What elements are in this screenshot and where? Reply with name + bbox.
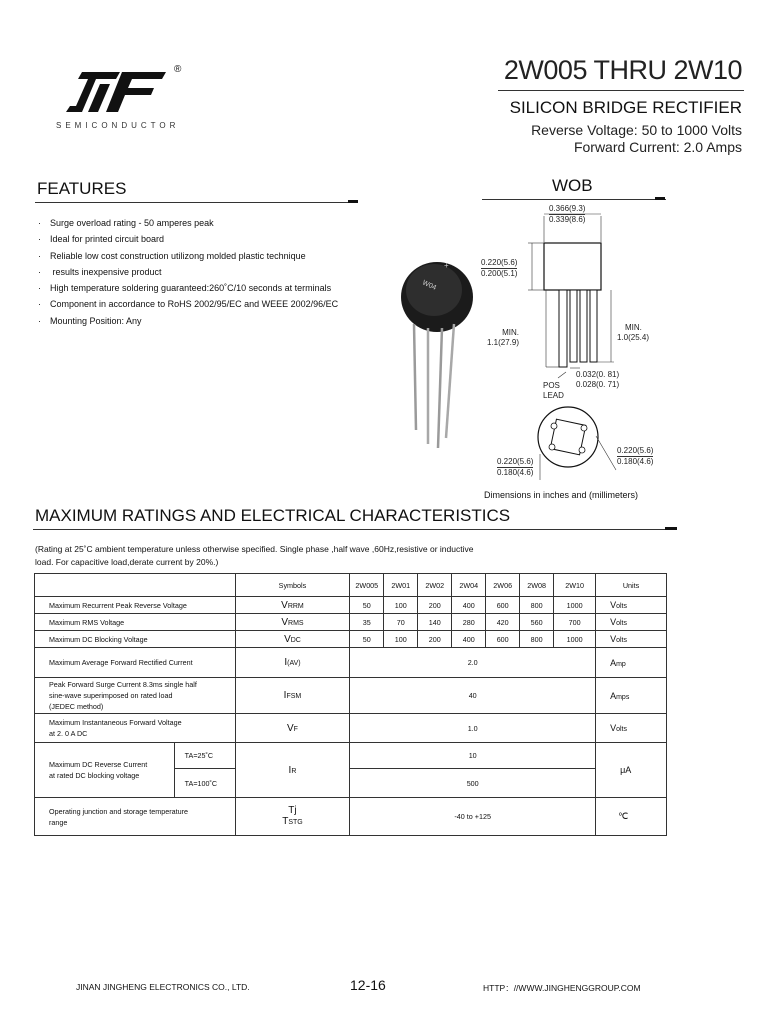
table-cell: 200 [418,631,452,648]
package-heading: WOB [552,176,593,195]
table-cell: 1000 [554,597,596,614]
dim-text: 1.1(27.9) [487,338,520,347]
dim-text: LEAD [543,391,564,400]
dim-min-right [617,323,649,343]
table-cell: 700 [554,614,596,631]
plus-marking-icon: + [444,261,449,270]
dim-text: 0.220(5.6) [497,457,534,466]
row-symbol: Tj TSTG [235,798,350,836]
col-header-part: 2W02 [418,574,452,597]
row-label: Maximum Recurrent Peak Reverse Voltage [35,597,236,614]
feature-item: · Component in accordance to RoHS 2002/95/EC and WEEE 2002/96/EC [38,296,378,312]
table-cell: 40 [350,678,596,714]
col-header-part: 2W06 [486,574,520,597]
company-logo [62,70,172,114]
row-symbol: IFSM [235,678,350,714]
table-cell: 400 [452,631,486,648]
row-symbol: VRMS [235,614,350,631]
table-cell: 100 [384,597,418,614]
table-cell: 800 [520,597,554,614]
dim-text: 0.180(4.6) [497,468,534,477]
table-cell: 200 [418,597,452,614]
feature-item: · Mounting Position: Any [38,313,378,329]
col-header-part: 2W01 [384,574,418,597]
dim-body-width [549,204,585,225]
table-cell: 2.0 [350,648,596,678]
table-cell: 35 [350,614,384,631]
dim-min-left [487,328,519,348]
dim-text: 0.220(5.6) [481,258,518,267]
dimensions-caption: Dimensions in inches and (millimeters) [484,490,639,500]
dim-text: POS [543,381,560,390]
table-cell: 560 [520,614,554,631]
table-cell: 280 [452,614,486,631]
table-cell: 1.0 [350,714,596,743]
page-title: 2W005 THRU 2W10 [503,55,742,85]
dim-text: 0.200(5.1) [481,269,518,278]
pos-lead-label [543,381,564,401]
dim-text: 0.180(4.6) [617,457,654,466]
col-header-part: 2W005 [350,574,384,597]
row-unit: μA [596,743,667,798]
dim-text: 0.032(0. 81) [576,370,620,379]
table-cell: 50 [350,631,384,648]
row-label: Maximum RMS Voltage [35,614,236,631]
features-list [38,215,378,329]
table-row [35,614,667,631]
col-header-part: 2W10 [554,574,596,597]
row-symbol: VDC [235,631,350,648]
table-cell: 140 [418,614,452,631]
forward-current-line: Forward Current: 2.0 Amps [573,139,742,155]
feature-item: · High temperature soldering guaranteed:260˚C/10 seconds at terminals [38,280,378,296]
table-row [35,678,667,714]
logo-text: SEMICONDUCTOR [56,121,180,130]
table-cell: -40 to +125 [350,798,596,836]
footer-company: JINAN JINGHENG ELECTRONICS CO., LTD. [76,982,250,992]
dim-lead-width [576,370,619,390]
condition-cell: TA=100˚C [174,769,235,798]
feature-item: · results inexpensive product [38,264,378,280]
table-row [35,798,667,836]
table-cell: 500 [350,769,596,798]
dim-text: MIN. [625,323,642,332]
row-label: Peak Forward Surge Current 8.3ms single half sine-wave superimposed on rated load (JEDEC method) [35,678,236,714]
row-unit: Volts [596,614,667,631]
reverse-voltage-line: Reverse Voltage: 50 to 1000 Volts [531,122,742,138]
registered-mark: ® [174,64,182,75]
feature-item: · Ideal for printed circuit board [38,231,378,247]
table-row [35,597,667,614]
dim-text: 0.366(9.3) [549,204,586,213]
col-header-part: 2W08 [520,574,554,597]
title-rule [498,90,744,91]
component-photo [392,252,482,452]
body-marking: W04 [421,279,438,292]
dim-bottom-left [497,457,533,478]
table-cell: 400 [452,597,486,614]
row-unit: Volts [596,631,667,648]
logo-mark-icon [62,70,172,114]
note-line: load. For capacitive load,derate current by 20%.) [35,557,219,567]
dim-text: 1.0(25.4) [617,333,650,342]
row-unit: Volts [596,714,667,743]
ratings-rule-end [665,527,677,530]
row-label: Maximum DC Blocking Voltage [35,631,236,648]
ratings-rule [33,529,673,530]
dim-text: 0.028(0. 71) [576,380,620,389]
row-label: Operating junction and storage temperature range [35,798,236,836]
product-subtitle: SILICON BRIDGE RECTIFIER [509,98,742,117]
table-cell: 70 [384,614,418,631]
row-label: Maximum DC Reverse Current at rated DC blocking voltage [35,743,175,798]
table-cell: 600 [486,597,520,614]
table-cell: 600 [486,631,520,648]
row-symbol: I(AV) [235,648,350,678]
row-unit: Amps [596,678,667,714]
features-heading: FEATURES [37,179,127,198]
ratings-note [35,543,675,569]
features-rule [35,202,355,203]
table-cell: 1000 [554,631,596,648]
feature-item: · Reliable low cost construction utilizong molded plastic technique [38,248,378,264]
features-rule-end [348,200,358,203]
table-cell: 420 [486,614,520,631]
table-cell: 10 [350,743,596,769]
table-cell: 100 [384,631,418,648]
dim-body-height [481,258,517,279]
row-label: Maximum Average Forward Rectified Current [35,648,236,678]
table-row [35,743,667,769]
table-row [35,631,667,648]
col-header-symbols: Symbols [235,574,350,597]
note-line: (Rating at 25˚C ambient temperature unless otherwise specified. Single phase ,half wave ,60Hz,resistive or inductive [35,544,474,554]
table-header-row [35,574,667,597]
dim-text: MIN. [502,328,520,337]
row-label: Maximum Instantaneous Forward Voltage at 2. 0 A DC [35,714,236,743]
dim-bottom-right [617,446,653,467]
footer-page-number: 12-16 [350,977,386,993]
col-header-units: Units [596,574,667,597]
table-cell: 50 [350,597,384,614]
table-cell: 800 [520,631,554,648]
ratings-heading: MAXIMUM RATINGS AND ELECTRICAL CHARACTERISTICS [35,506,511,525]
row-symbol: VF [235,714,350,743]
col-header-part: 2W04 [452,574,486,597]
ratings-table [34,573,667,836]
dim-text: 0.220(5.6) [617,446,654,455]
row-unit: Amp [596,648,667,678]
row-symbol: VRRM [235,597,350,614]
table-row [35,648,667,678]
footer-url: HTTP：//WWW.JINGHENGGROUP.COM [483,983,641,993]
condition-cell: TA=25˚C [174,743,235,769]
row-unit: ℃ [596,798,667,836]
dim-text: 0.339(8.6) [549,215,586,224]
table-row [35,714,667,743]
row-unit: Volts [596,597,667,614]
row-symbol: IR [235,743,350,798]
feature-item: · Surge overload rating - 50 amperes peak [38,215,378,231]
